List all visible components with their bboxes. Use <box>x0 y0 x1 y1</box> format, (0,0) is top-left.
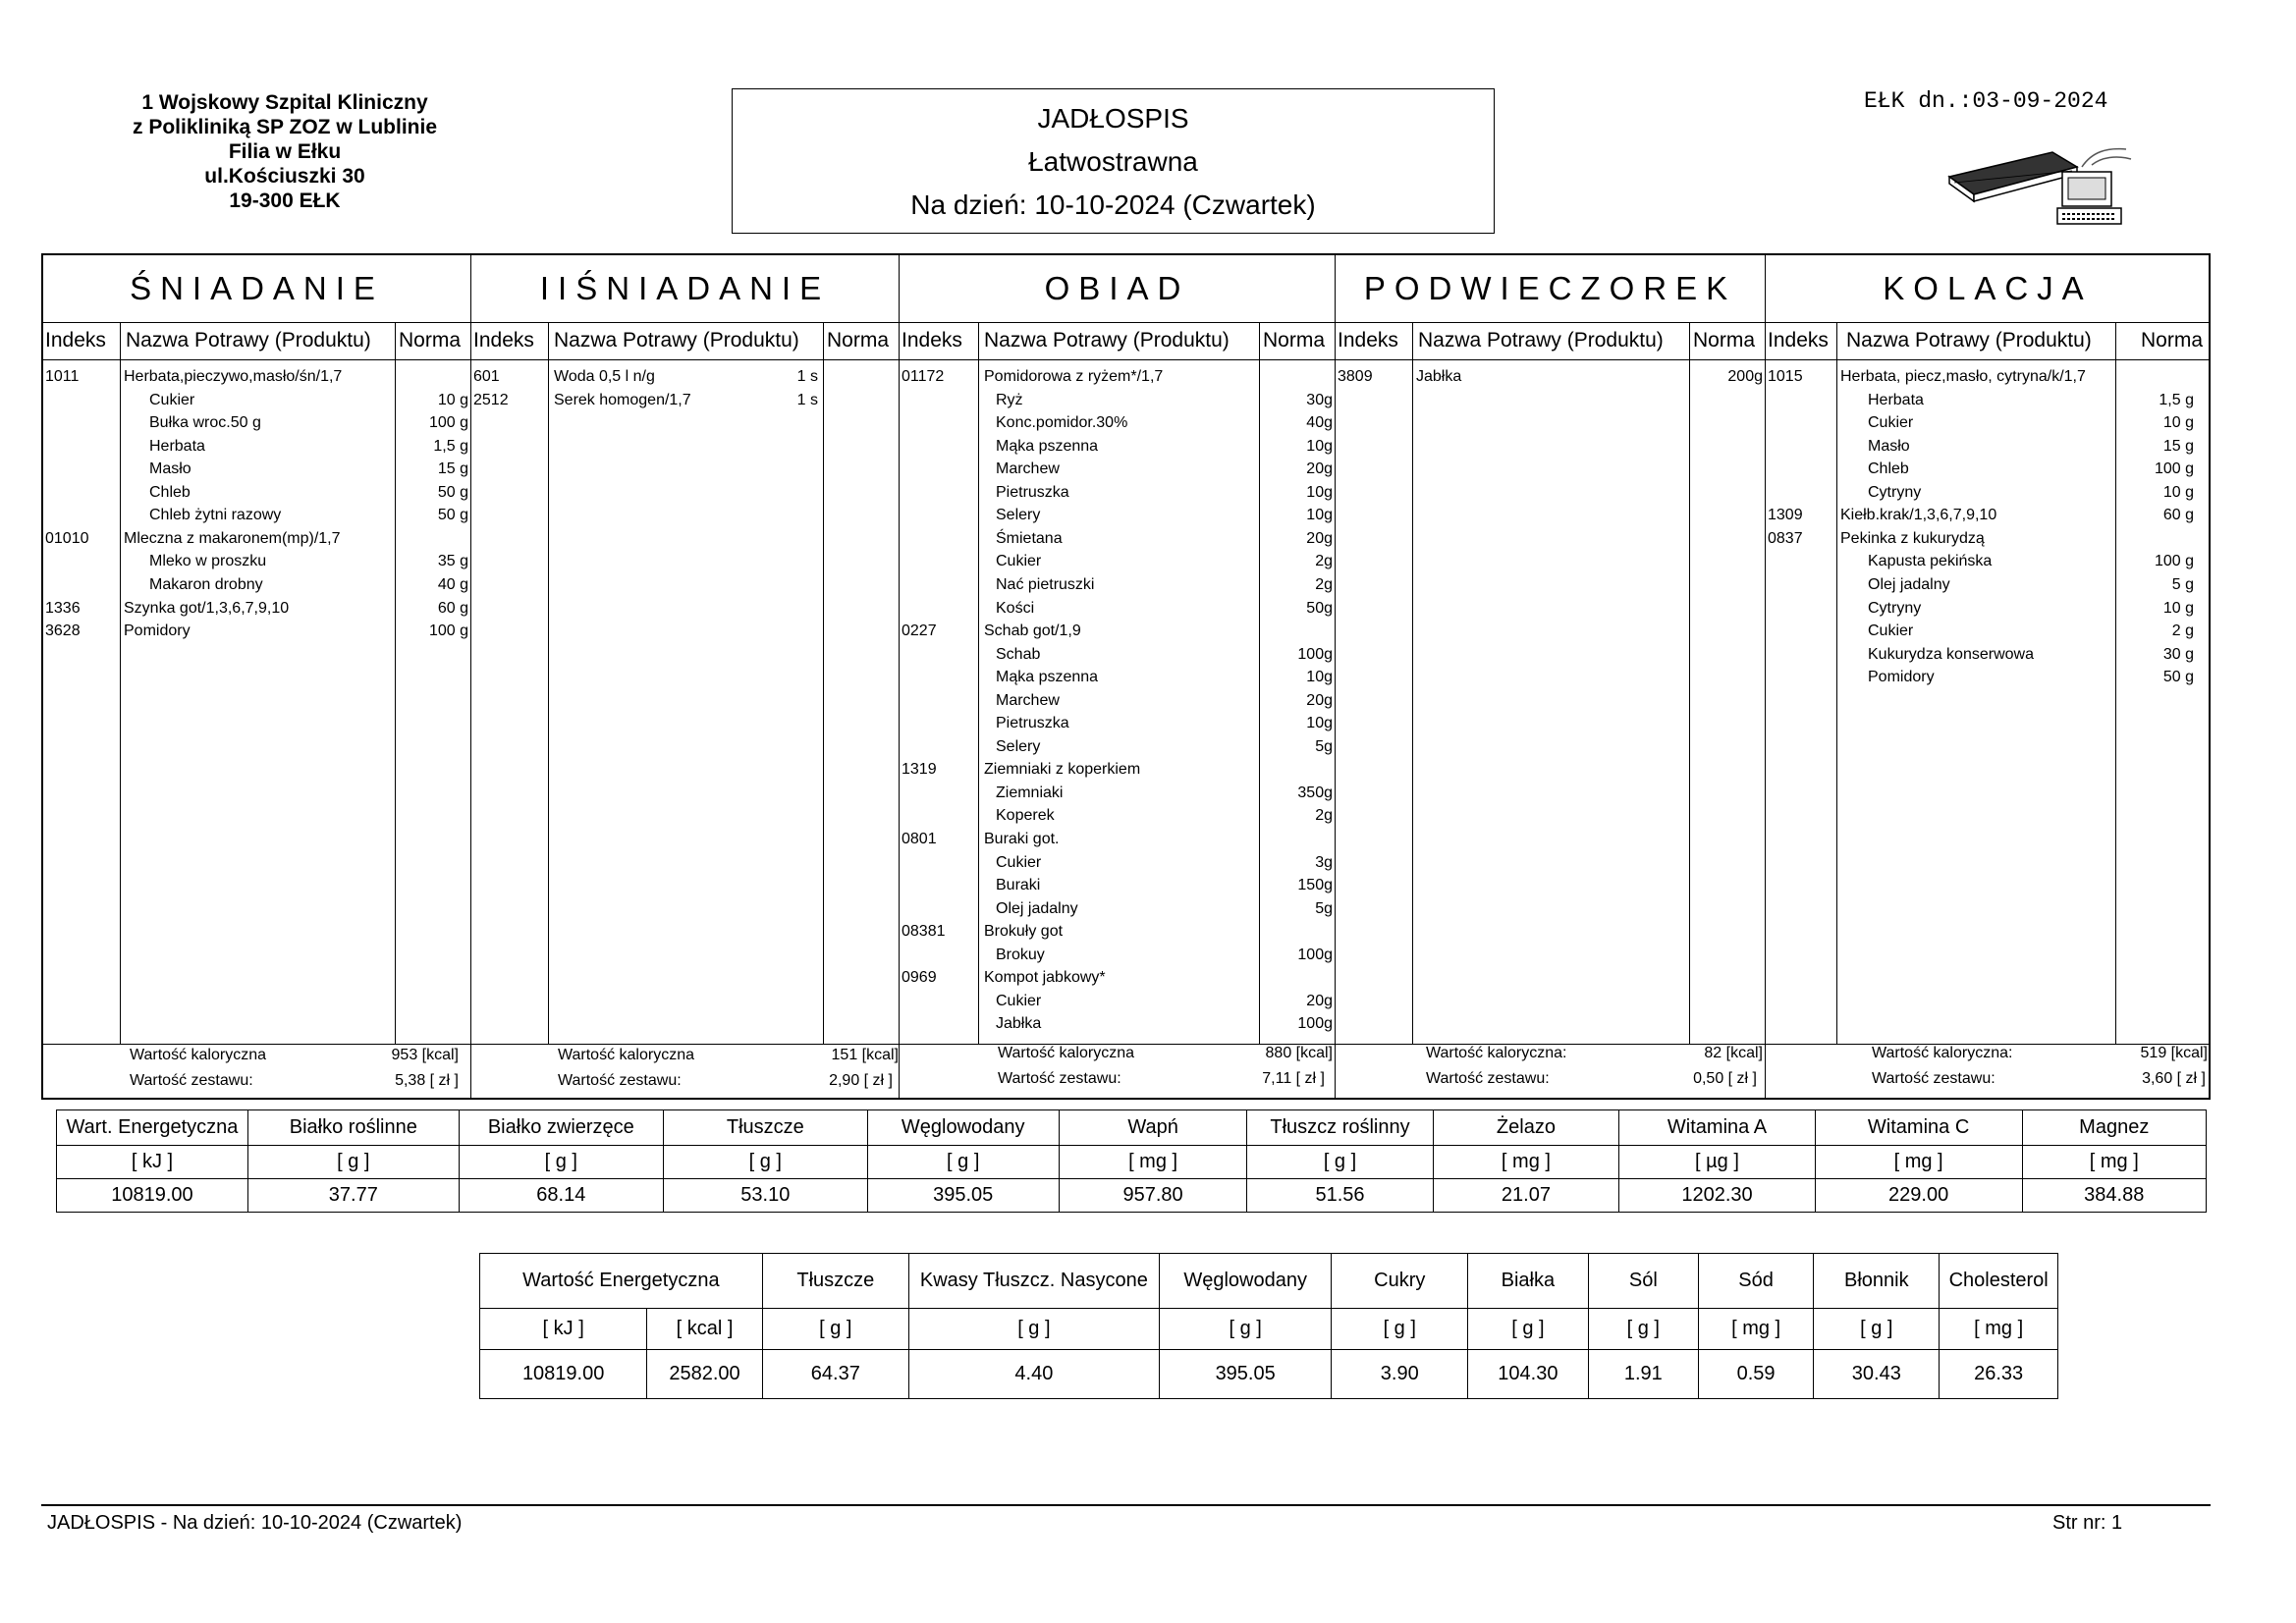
nutrient-value: 229.00 <box>1815 1179 2022 1213</box>
nutrient-header: Tłuszcze <box>663 1110 867 1146</box>
dish-index: 3628 <box>45 622 81 640</box>
norma-value: 30 g <box>2162 645 2194 663</box>
norma-value: 100 g <box>2154 460 2194 478</box>
nutrient-value: 53.10 <box>663 1179 867 1213</box>
meal-title: PODWIECZOREK <box>1336 255 1765 323</box>
norma-value: 50 g <box>437 483 468 501</box>
ingredient-name: Mleko w proszku <box>149 553 267 570</box>
dish-name: Mleczna z makaronem(mp)/1,7 <box>124 529 341 547</box>
ingredient-name: Brokuy <box>996 946 1045 963</box>
dish-index: 3809 <box>1338 368 1373 385</box>
nutrient-value: 957.80 <box>1059 1179 1247 1213</box>
meal-column-obiad <box>900 255 1336 1100</box>
ingredient-name: Pietruszka <box>996 483 1069 501</box>
ingredient-name: Konc.pomidor.30% <box>996 414 1128 432</box>
ingredient-name: Ziemniaki <box>996 784 1064 801</box>
cost-label: Wartość zestawu: <box>1872 1070 1995 1087</box>
nutrient-header: Sód <box>1698 1254 1813 1309</box>
cost-value: 2,90 [ zł ] <box>829 1072 893 1089</box>
norma-value: 20g <box>1306 992 1333 1009</box>
nutrient-unit: [ g ] <box>908 1309 1159 1350</box>
nutrient-value: 21.07 <box>1433 1179 1619 1213</box>
nutrient-unit: [ g ] <box>1468 1309 1589 1350</box>
nutrient-value: 104.30 <box>1468 1350 1589 1399</box>
nutrition-table-1 <box>56 1109 2207 1213</box>
nutrient-unit: [ g ] <box>1588 1309 1698 1350</box>
col-header-nazwa: Nazwa Potrawy (Produktu) <box>1846 329 2092 352</box>
nutrient-unit: [ kcal ] <box>647 1309 762 1350</box>
nutrient-unit: [ g ] <box>459 1146 663 1179</box>
dish-index: 0837 <box>1768 529 1803 547</box>
ingredient-name: Herbata <box>1868 391 1924 408</box>
nutrient-header: Węglowodany <box>1159 1254 1332 1309</box>
institution-address <box>93 90 476 213</box>
nutrient-unit: [ mg ] <box>1059 1146 1247 1179</box>
kcal-label: Wartość kaloryczna <box>998 1045 1134 1061</box>
norma-value: 20g <box>1306 691 1333 709</box>
norma-value: 10g <box>1306 507 1333 524</box>
dish-name: Kompot jabkowy* <box>984 969 1106 987</box>
nutrient-unit: [ µg ] <box>1619 1146 1815 1179</box>
ingredient-name: Cukier <box>1868 414 1914 432</box>
norma-value: 1,5 g <box>433 437 468 455</box>
meal-title: OBIAD <box>900 255 1335 323</box>
meal-column-headers <box>471 322 899 360</box>
norma-value: 15 g <box>2162 437 2194 455</box>
ingredient-name: Cukier <box>996 553 1042 570</box>
nutrient-value: 68.14 <box>459 1179 663 1213</box>
dish-name: Buraki got. <box>984 831 1060 847</box>
kcal-value: 953 [kcal] <box>391 1047 459 1063</box>
cost-label: Wartość zestawu: <box>130 1072 253 1089</box>
col-header-indeks: Indeks <box>1338 329 1398 352</box>
norma-value: 100g <box>1297 645 1333 663</box>
dish-index: 0801 <box>902 831 937 847</box>
nutrient-value: 26.33 <box>1940 1350 2058 1399</box>
nutrient-header: Cholesterol <box>1940 1254 2058 1309</box>
meal-column-sniadanie <box>43 255 471 1100</box>
col-header-norma: Norma <box>2141 329 2204 352</box>
dish-name: Pomidory <box>124 622 191 640</box>
dish-index: 1011 <box>45 368 80 385</box>
ingredient-name: Cytryny <box>1868 599 1922 617</box>
nutrient-value: 0.59 <box>1698 1350 1813 1399</box>
nutrient-header: Witamina C <box>1815 1110 2022 1146</box>
nutrient-unit: [ mg ] <box>1940 1309 2058 1350</box>
diet-name: Łatwostrawna <box>1028 146 1198 177</box>
col-header-indeks: Indeks <box>473 329 534 352</box>
norma-value: 60 g <box>2162 507 2194 524</box>
cost-value: 5,38 [ zł ] <box>395 1072 459 1089</box>
nutrient-unit: [ g ] <box>247 1146 459 1179</box>
dish-index: 0227 <box>902 622 937 640</box>
ingredient-name: Herbata <box>149 437 205 455</box>
nutrient-value: 1.91 <box>1588 1350 1698 1399</box>
norma-value: 40 g <box>437 575 468 593</box>
cost-value: 3,60 [ zł ] <box>2142 1070 2206 1087</box>
nutrient-header: Wart. Energetyczna <box>57 1110 248 1146</box>
ingredient-name: Chleb żytni razowy <box>149 507 282 524</box>
dish-name: Herbata, piecz,masło, cytryna/k/1,7 <box>1840 368 2086 385</box>
nutrient-unit: [ kJ ] <box>480 1309 647 1350</box>
meal-column-headers <box>1766 322 2210 360</box>
nutrient-value: 64.37 <box>762 1350 908 1399</box>
meal-column-ii-sniadanie <box>471 255 900 1100</box>
kcal-label: Wartość kaloryczna <box>130 1047 266 1063</box>
meal-column-headers <box>43 322 470 360</box>
meal-title: IIŚNIADANIE <box>471 255 899 323</box>
norma-value: 15 g <box>437 460 468 478</box>
ingredient-name: Marchew <box>996 691 1060 709</box>
dish-name: Serek homogen/1,7 <box>554 391 691 408</box>
kcal-value: 151 [kcal] <box>831 1047 899 1063</box>
meal-column-podwieczorek <box>1336 255 1766 1100</box>
norma-value: 100g <box>1297 1015 1333 1033</box>
nutrient-value: 3.90 <box>1332 1350 1468 1399</box>
col-header-indeks: Indeks <box>902 329 962 352</box>
nutrient-header: Witamina A <box>1619 1110 1815 1146</box>
norma-value: 10 g <box>437 391 468 408</box>
norma-value: 5g <box>1315 899 1333 917</box>
cost-value: 7,11 [ zł ] <box>1262 1070 1325 1087</box>
nutrient-header: Wapń <box>1059 1110 1247 1146</box>
nutrient-value: 395.05 <box>867 1179 1059 1213</box>
dish-index: 1336 <box>45 599 81 617</box>
norma-value: 100 g <box>428 414 468 432</box>
ingredient-name: Olej jadalny <box>996 899 1078 917</box>
nutrient-header: Cukry <box>1332 1254 1468 1309</box>
ingredient-name: Jabłka <box>996 1015 1042 1033</box>
nutrient-value: 4.40 <box>908 1350 1159 1399</box>
nutrient-unit: [ g ] <box>1247 1146 1433 1179</box>
nutrient-value: 395.05 <box>1159 1350 1332 1399</box>
norma-value: 5g <box>1315 737 1333 755</box>
norma-value: 1 s <box>796 368 818 385</box>
nutrient-unit: [ g ] <box>1814 1309 1940 1350</box>
menu-date: Na dzień: 10-10-2024 (Czwartek) <box>910 189 1316 220</box>
nutrient-header: Żelazo <box>1433 1110 1619 1146</box>
print-date: EŁK dn.:03-09-2024 <box>1864 88 2108 114</box>
dish-name: Ziemniaki z koperkiem <box>984 761 1141 779</box>
norma-value: 10g <box>1306 715 1333 732</box>
kcal-value: 519 [kcal] <box>2140 1045 2208 1061</box>
page-number: Str nr: 1 <box>2052 1512 2123 1534</box>
nutrient-header: Kwasy Tłuszcz. Nasycone <box>908 1254 1159 1309</box>
norma-value: 3g <box>1315 853 1333 871</box>
kcal-value: 82 [kcal] <box>1704 1045 1763 1061</box>
norma-value: 10 g <box>2162 414 2194 432</box>
norma-value: 200g <box>1727 368 1763 385</box>
nutrient-unit: [ g ] <box>762 1309 908 1350</box>
nutrient-value: 10819.00 <box>57 1179 248 1213</box>
nutrient-value: 37.77 <box>247 1179 459 1213</box>
col-header-nazwa: Nazwa Potrawy (Produktu) <box>126 329 371 352</box>
meal-column-headers <box>1336 322 1765 360</box>
norma-value: 1 s <box>796 391 818 408</box>
norma-value: 2 g <box>2171 622 2194 640</box>
dish-index: 1309 <box>1768 507 1803 524</box>
ingredient-name: Cukier <box>996 853 1042 871</box>
cost-label: Wartość zestawu: <box>558 1072 682 1089</box>
institution-line: z Polikliniką SP ZOZ w Lublinie <box>133 116 437 138</box>
col-header-nazwa: Nazwa Potrawy (Produktu) <box>984 329 1230 352</box>
kcal-label: Wartość kaloryczna <box>558 1047 694 1063</box>
dish-index: 2512 <box>473 391 509 408</box>
norma-value: 10 g <box>2162 483 2194 501</box>
footer-divider <box>41 1504 2211 1506</box>
ingredient-name: Marchew <box>996 460 1060 478</box>
ingredient-name: Śmietana <box>996 529 1063 547</box>
nutrient-header: Błonnik <box>1814 1254 1940 1309</box>
meal-column-kolacja <box>1766 255 2210 1100</box>
col-header-norma: Norma <box>827 329 890 352</box>
nutrient-header: Tłuszcz roślinny <box>1247 1110 1433 1146</box>
nutrient-unit: [ g ] <box>1332 1309 1468 1350</box>
nutrient-unit: [ mg ] <box>1815 1146 2022 1179</box>
norma-value: 10g <box>1306 483 1333 501</box>
norma-value: 35 g <box>437 553 468 570</box>
col-header-indeks: Indeks <box>45 329 106 352</box>
ingredient-name: Kości <box>996 599 1035 617</box>
nutrient-header: Tłuszcze <box>762 1254 908 1309</box>
ingredient-name: Nać pietruszki <box>996 575 1095 593</box>
institution-line: ul.Kościuszki 30 <box>204 165 365 188</box>
ingredient-name: Buraki <box>996 877 1041 894</box>
cost-label: Wartość zestawu: <box>1426 1070 1550 1087</box>
ingredient-name: Cytryny <box>1868 483 1922 501</box>
nutrient-header: Białko roślinne <box>247 1110 459 1146</box>
cost-label: Wartość zestawu: <box>998 1070 1121 1087</box>
dish-name: Brokuły got <box>984 923 1064 941</box>
nutrient-value: 2582.00 <box>647 1350 762 1399</box>
nutrient-unit: [ g ] <box>663 1146 867 1179</box>
norma-value: 50g <box>1306 599 1333 617</box>
menu-table <box>41 253 2211 1100</box>
ingredient-name: Mąka pszenna <box>996 437 1099 455</box>
institution-line: 1 Wojskowy Szpital Kliniczny <box>141 91 428 114</box>
dish-index: 601 <box>473 368 500 385</box>
nutrient-value: 30.43 <box>1814 1350 1940 1399</box>
col-header-nazwa: Nazwa Potrawy (Produktu) <box>554 329 799 352</box>
dish-name: Jabłka <box>1416 368 1462 385</box>
nutrient-unit: [ mg ] <box>1433 1146 1619 1179</box>
norma-value: 10g <box>1306 669 1333 686</box>
nutrient-value: 1202.30 <box>1619 1179 1815 1213</box>
dish-index: 1319 <box>902 761 937 779</box>
norma-value: 100 g <box>428 622 468 640</box>
dish-name: Schab got/1,9 <box>984 622 1081 640</box>
col-header-norma: Norma <box>1693 329 1756 352</box>
ingredient-name: Cukier <box>149 391 195 408</box>
norma-value: 2g <box>1315 807 1333 825</box>
ingredient-name: Mąka pszenna <box>996 669 1099 686</box>
dish-name: Kiełb.krak/1,3,6,7,9,10 <box>1840 507 1997 524</box>
institution-line: 19-300 EŁK <box>229 189 341 212</box>
nutrient-header: Wartość Energetyczna <box>480 1254 763 1309</box>
col-header-norma: Norma <box>1263 329 1326 352</box>
norma-value: 20g <box>1306 460 1333 478</box>
nutrient-header: Węglowodany <box>867 1110 1059 1146</box>
ingredient-name: Bułka wroc.50 g <box>149 414 261 432</box>
ingredient-name: Chleb <box>1868 460 1909 478</box>
dish-name: Woda 0,5 l n/g <box>554 368 655 385</box>
nutrient-unit: [ kJ ] <box>57 1146 248 1179</box>
norma-value: 150g <box>1297 877 1333 894</box>
cost-value: 0,50 [ zł ] <box>1693 1070 1757 1087</box>
norma-value: 350g <box>1297 784 1333 801</box>
nutrient-unit: [ mg ] <box>2022 1146 2207 1179</box>
dish-name: Szynka got/1,3,6,7,9,10 <box>124 599 290 617</box>
dish-name: Herbata,pieczywo,masło/śn/1,7 <box>124 368 343 385</box>
norma-value: 50 g <box>437 507 468 524</box>
nutrient-unit: [ g ] <box>867 1146 1059 1179</box>
meal-title: KOLACJA <box>1766 255 2210 323</box>
kcal-label: Wartość kaloryczna: <box>1426 1045 1567 1061</box>
dish-name: Pomidorowa z ryżem*/1,7 <box>984 368 1164 385</box>
nutrient-value: 384.88 <box>2022 1179 2207 1213</box>
ingredient-name: Kukurydza konserwowa <box>1868 645 2034 663</box>
title-box <box>732 88 1495 234</box>
norma-value: 30g <box>1306 391 1333 408</box>
norma-value: 5 g <box>2171 575 2194 593</box>
meal-title: ŚNIADANIE <box>43 255 470 323</box>
meal-column-headers <box>900 322 1335 360</box>
ingredient-name: Cukier <box>1868 622 1914 640</box>
norma-value: 10g <box>1306 437 1333 455</box>
kcal-label: Wartość kaloryczna: <box>1872 1045 2013 1061</box>
norma-value: 2g <box>1315 575 1333 593</box>
ingredient-name: Olej jadalny <box>1868 575 1950 593</box>
col-header-nazwa: Nazwa Potrawy (Produktu) <box>1418 329 1664 352</box>
dish-index: 01010 <box>45 529 89 547</box>
footer-title: JADŁOSPIS - Na dzień: 10-10-2024 (Czwartek) <box>47 1512 463 1534</box>
nutrient-header: Białka <box>1468 1254 1589 1309</box>
nutrition-table-2 <box>479 1253 2058 1399</box>
norma-value: 10 g <box>2162 599 2194 617</box>
nutrient-value: 51.56 <box>1247 1179 1433 1213</box>
ingredient-name: Pietruszka <box>996 715 1069 732</box>
nutrient-header: Białko zwierzęce <box>459 1110 663 1146</box>
nutrient-header: Sól <box>1588 1254 1698 1309</box>
ingredient-name: Schab <box>996 645 1041 663</box>
norma-value: 2g <box>1315 553 1333 570</box>
norma-value: 100g <box>1297 946 1333 963</box>
dish-index: 1015 <box>1768 368 1803 385</box>
ingredient-name: Pomidory <box>1868 669 1935 686</box>
dish-name: Pekinka z kukurydzą <box>1840 529 1985 547</box>
dish-index: 01172 <box>902 368 945 385</box>
ingredient-name: Koperek <box>996 807 1055 825</box>
nutrient-value: 10819.00 <box>480 1350 647 1399</box>
ingredient-name: Cukier <box>996 992 1042 1009</box>
norma-value: 100 g <box>2154 553 2194 570</box>
book-keyboard-icon <box>1944 137 2141 236</box>
ingredient-name: Masło <box>149 460 191 478</box>
col-header-norma: Norma <box>399 329 462 352</box>
nutrient-unit: [ mg ] <box>1698 1309 1813 1350</box>
ingredient-name: Chleb <box>149 483 191 501</box>
nutrient-unit: [ g ] <box>1159 1309 1332 1350</box>
col-header-indeks: Indeks <box>1768 329 1829 352</box>
kcal-value: 880 [kcal] <box>1265 1045 1333 1061</box>
norma-value: 60 g <box>437 599 468 617</box>
norma-value: 1,5 g <box>2159 391 2194 408</box>
dish-index: 0969 <box>902 969 937 987</box>
ingredient-name: Selery <box>996 737 1041 755</box>
norma-value: 50 g <box>2162 669 2194 686</box>
institution-line: Filia w Ełku <box>228 140 342 163</box>
nutrient-header: Magnez <box>2022 1110 2207 1146</box>
ingredient-name: Makaron drobny <box>149 575 263 593</box>
ingredient-name: Ryż <box>996 391 1023 408</box>
norma-value: 20g <box>1306 529 1333 547</box>
page-title: JADŁOSPIS <box>1037 103 1189 134</box>
dish-index: 08381 <box>902 923 946 941</box>
ingredient-name: Masło <box>1868 437 1910 455</box>
ingredient-name: Kapusta pekińska <box>1868 553 1993 570</box>
norma-value: 40g <box>1306 414 1333 432</box>
ingredient-name: Selery <box>996 507 1041 524</box>
